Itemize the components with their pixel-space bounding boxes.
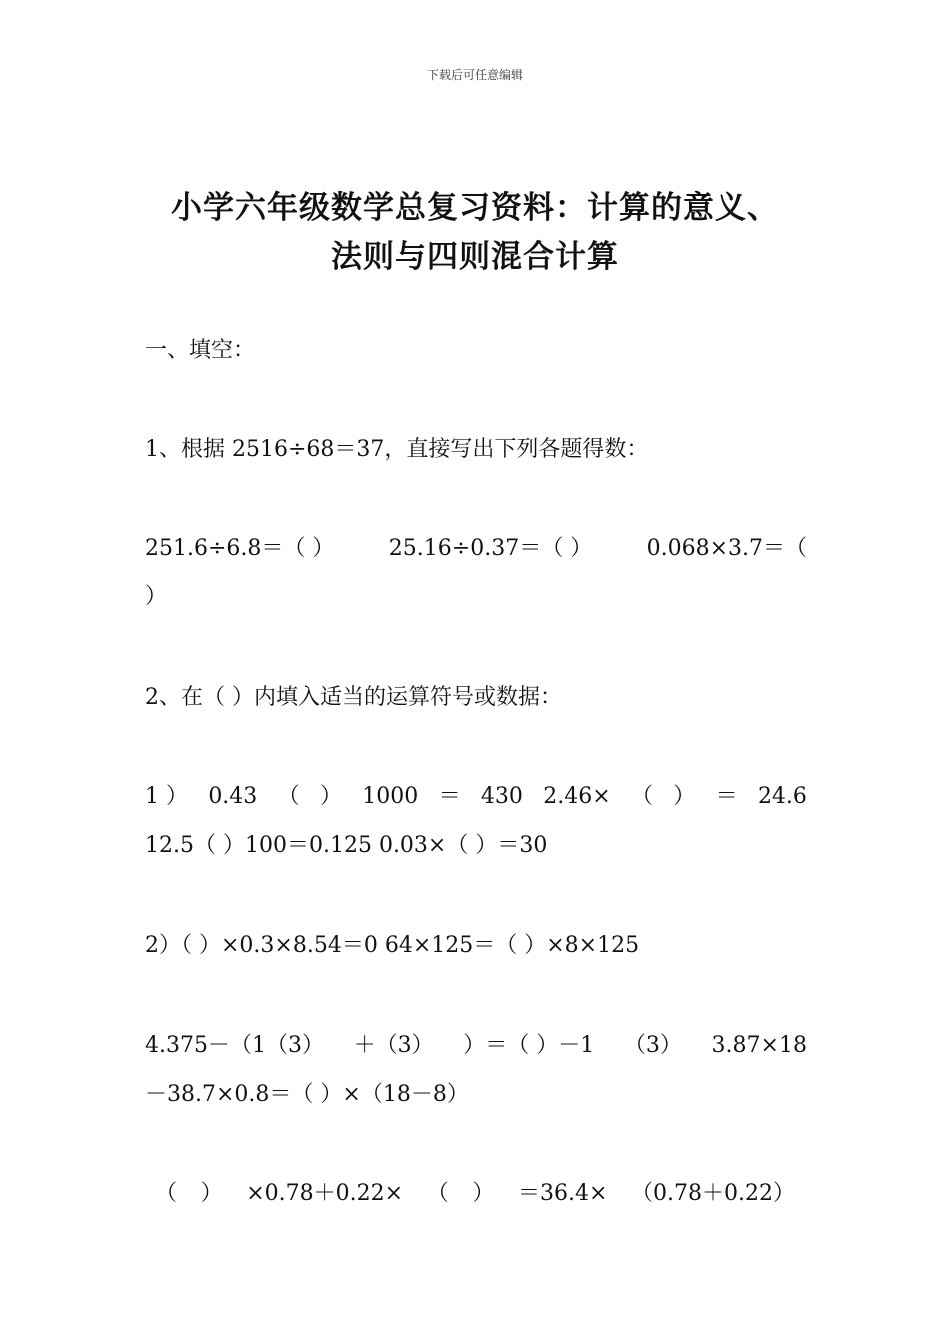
q2-row-6 xyxy=(155,1179,795,1209)
q2-row4-part: ）＝（ ）－1 xyxy=(463,1033,595,1058)
header-note: 下载后可任意编辑 xyxy=(426,68,523,82)
q2-row-3: 2）（ ）×0.3×8.54＝0 64×125＝（ ）×8×125 xyxy=(145,933,640,958)
q2-row6-part: （0.78＋0.22） xyxy=(630,1181,795,1206)
q2-row1-part: （ xyxy=(277,784,300,809)
page-title-line2: 法则与四则混合计算 xyxy=(331,239,619,275)
q2-row-2: 12.5（ ）100＝0.125 0.03×（ ）＝30 xyxy=(145,833,548,858)
q2-row6-part: （ xyxy=(155,1181,178,1206)
q2-row6-part: ＝36.4× xyxy=(517,1181,608,1206)
question-1-items xyxy=(145,534,807,564)
q2-row1-part: ） xyxy=(319,784,342,809)
q2-row4-part: ＋（3） xyxy=(353,1033,434,1058)
q2-row-1 xyxy=(145,782,807,812)
page-title-line1: 小学六年级数学总复习资料：计算的意义、 xyxy=(171,190,779,226)
q1-item-3-wrap: ） xyxy=(145,584,168,609)
q1-item-1: 251.6÷6.8＝（ ） xyxy=(145,536,335,561)
q2-row1-part: 0.43 xyxy=(208,784,258,809)
q2-row-5: －38.7×0.8＝（ ）×（18－8） xyxy=(145,1082,469,1107)
q2-row4-part: 3.87×18 xyxy=(711,1033,807,1058)
q2-row4-part: （3） xyxy=(623,1033,682,1058)
q2-row1-part: 1 ） xyxy=(145,784,188,809)
q2-row1-part: （ xyxy=(630,784,653,809)
q2-row6-part: ） xyxy=(200,1181,223,1206)
q2-row6-part: ） xyxy=(472,1181,495,1206)
q2-row6-part: （ xyxy=(426,1181,449,1206)
q2-row1-part: ＝ xyxy=(715,784,738,809)
q2-row1-part: 2.46× xyxy=(543,784,611,809)
q1-item-3: 0.068×3.7＝（ xyxy=(646,536,807,561)
q2-row1-part: 430 xyxy=(480,784,523,809)
question-1-prompt: 1、根据 2516÷68＝37，直接写出下列各题得数： xyxy=(145,437,649,462)
q2-row1-part: 24.6 xyxy=(757,784,807,809)
section-heading: 一、填空： xyxy=(145,338,256,363)
q2-row4-part: 4.375－（1（3） xyxy=(145,1033,324,1058)
question-2-prompt: 2、在（ ）内填入适当的运算符号或数据： xyxy=(145,685,562,710)
q2-row6-part: ×0.78＋0.22× xyxy=(246,1181,404,1206)
q1-item-2: 25.16÷0.37＝（ ） xyxy=(388,536,593,561)
q2-row1-part: ＝ xyxy=(438,784,461,809)
q2-row1-part: 1000 xyxy=(362,784,419,809)
q2-row1-part: ） xyxy=(673,784,696,809)
q2-row-4 xyxy=(145,1031,807,1061)
